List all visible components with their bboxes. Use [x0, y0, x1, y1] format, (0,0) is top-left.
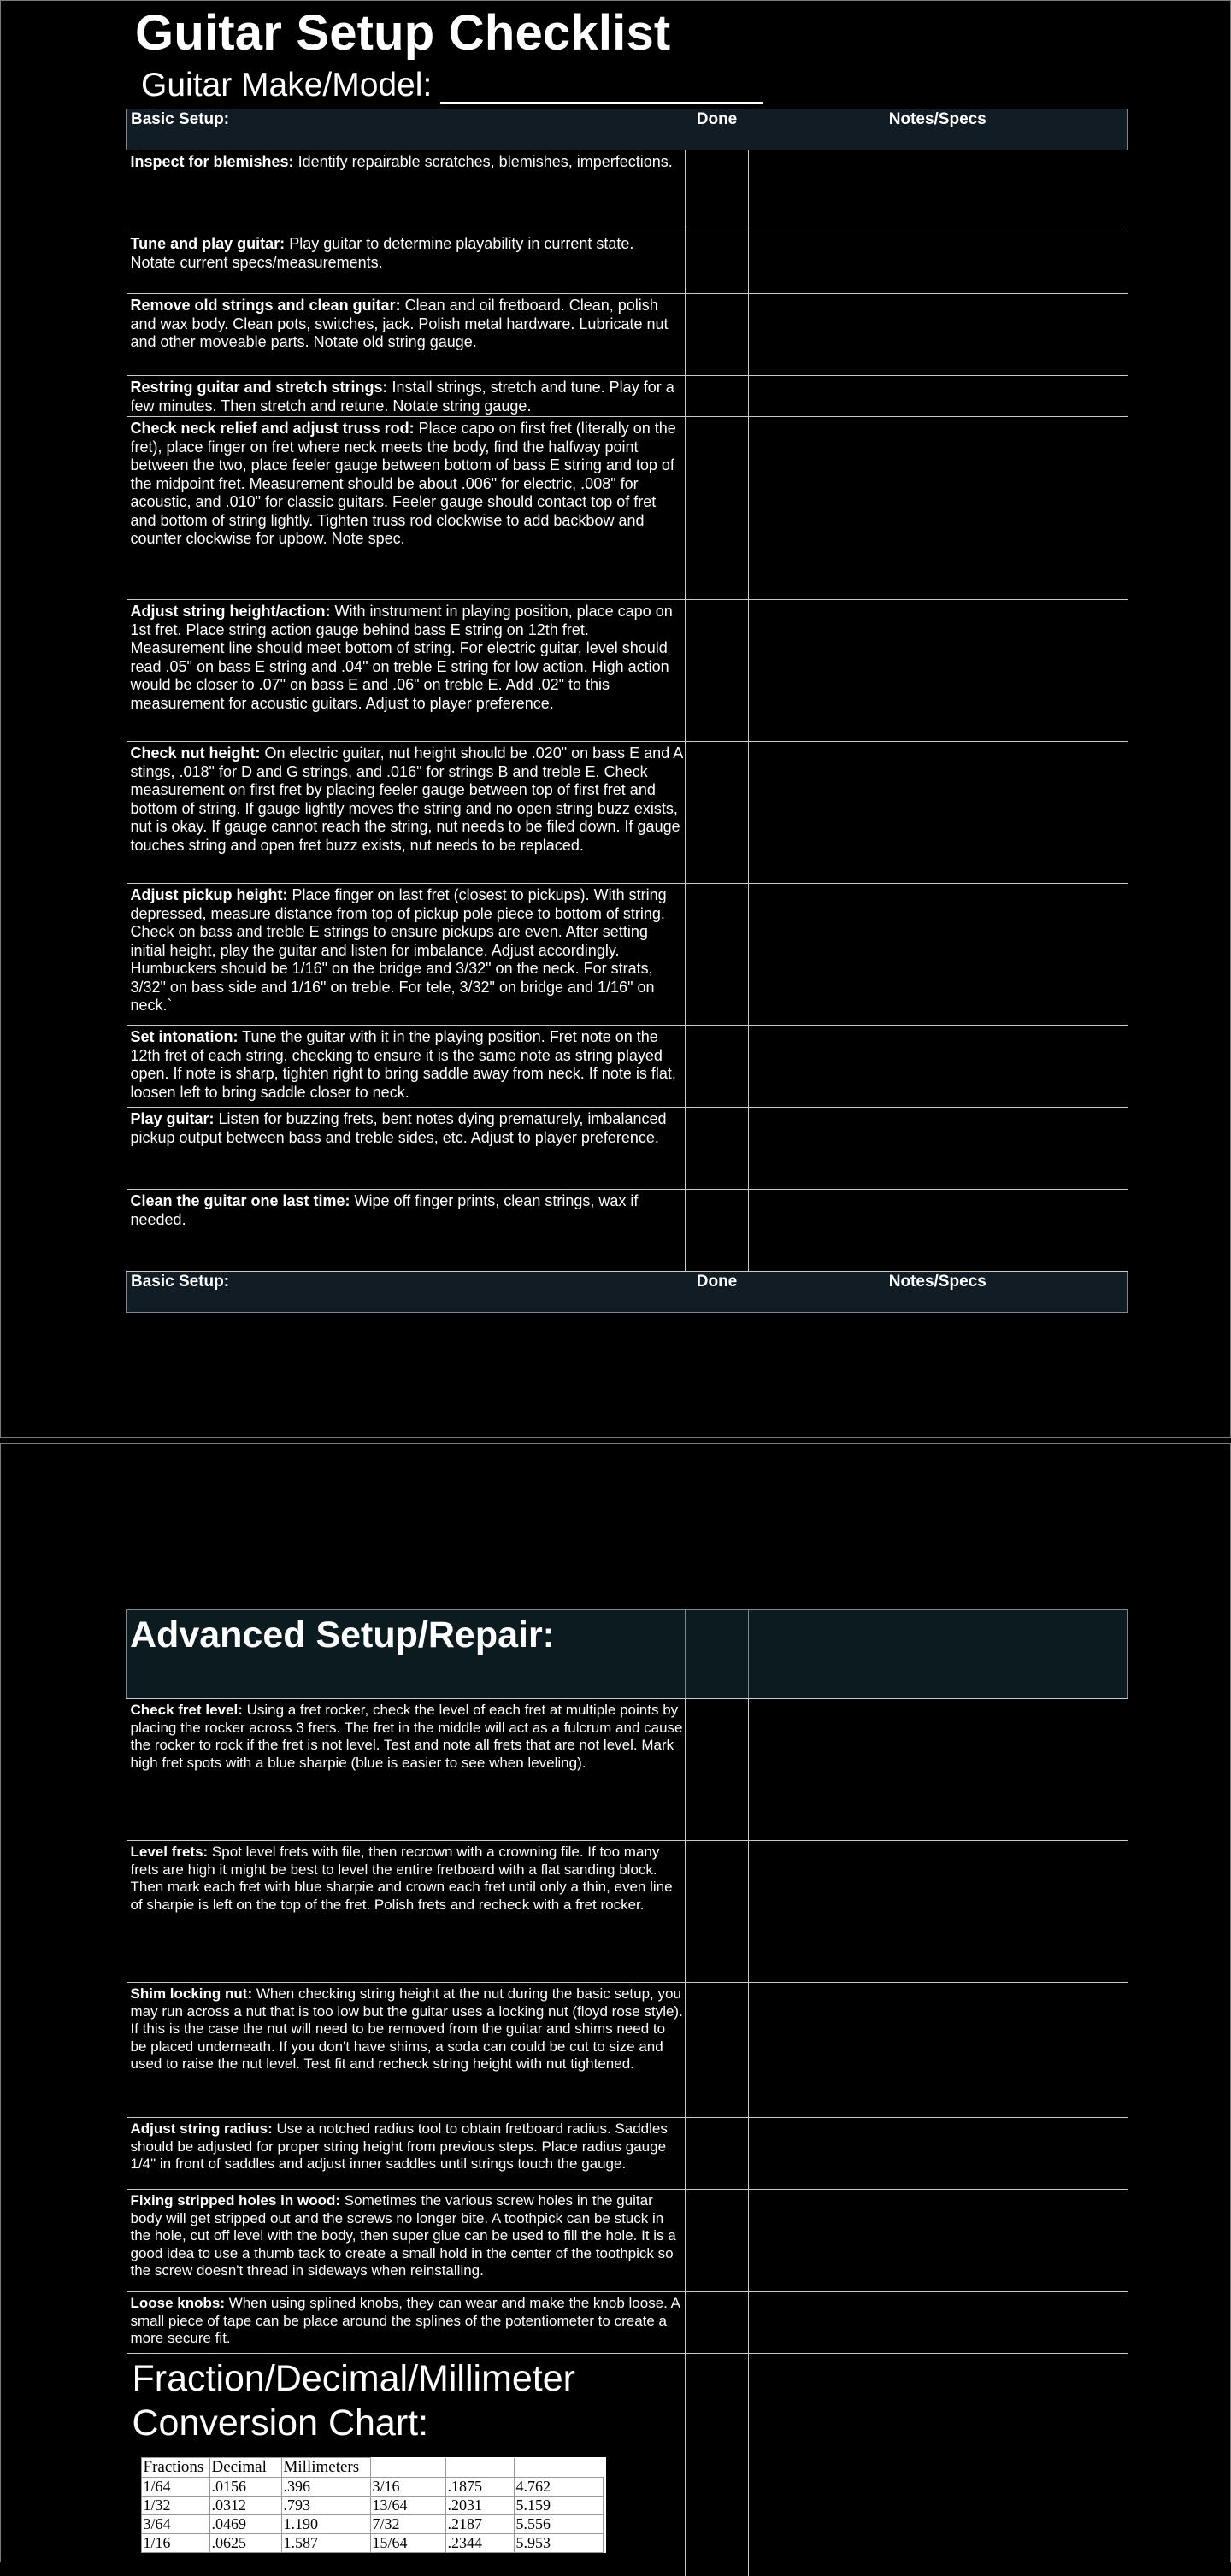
conversion-data-row — [141, 2478, 603, 2497]
basic-step-title: Check nut height: — [130, 744, 261, 762]
basic-notes-cell[interactable] — [749, 376, 1128, 417]
basic-step-description — [127, 884, 686, 1026]
basic-notes-cell[interactable] — [749, 742, 1128, 884]
basic-step-row — [127, 294, 1128, 376]
advanced-step-title: Level frets: — [130, 1844, 209, 1860]
conversion-header-cell — [370, 2458, 445, 2478]
conversion-cell: 5.556 — [514, 2515, 603, 2534]
basic-step-title: Adjust string height/action: — [130, 603, 331, 620]
advanced-notes-cell[interactable] — [749, 2118, 1128, 2190]
conversion-cell: .2031 — [445, 2497, 514, 2515]
basic-step-title: Check neck relief and adjust truss rod: — [130, 420, 415, 437]
basic-footer-notes: Notes/Specs — [749, 1272, 1128, 1313]
advanced-done-cell[interactable] — [686, 1983, 749, 2118]
basic-step-title: Tune and play guitar: — [130, 235, 286, 252]
conversion-cell: .0312 — [209, 2497, 281, 2515]
conversion-cell: 5.159 — [514, 2497, 603, 2515]
basic-done-cell[interactable] — [686, 1190, 749, 1272]
make-model-blank-line[interactable] — [440, 73, 763, 104]
advanced-step-description — [127, 2292, 686, 2354]
conversion-title-line-1: Fraction/Decimal/Millimeter — [132, 2358, 575, 2399]
basic-step-text: Install strings, stretch and tune. Play for a few minutes. Then stretch and retune. Notate string gauge. — [130, 379, 674, 415]
conversion-cell: 13/64 — [370, 2497, 445, 2515]
basic-step-description — [127, 294, 686, 376]
advanced-header-row — [127, 1610, 1128, 1699]
basic-step-description — [127, 1026, 686, 1108]
basic-notes-cell[interactable] — [749, 884, 1128, 1026]
basic-step-text: With instrument in playing position, place capo on 1st fret. Place string action gauge behind bass E string on 12th fret. Measurement line should meet bottom of string. For electric guitar, level should read .05" on bass E string and .04" on treble E string for low action. High action would be closer to .07" on bass E and .06" on treble E. Add .02" to this measurement for acoustic guitars. Adjust to player preference. — [130, 603, 673, 712]
conversion-notes-cell — [749, 2354, 1128, 2576]
basic-step-row — [127, 600, 1128, 742]
conversion-cell: .1875 — [445, 2478, 514, 2497]
advanced-notes-cell[interactable] — [749, 2190, 1128, 2292]
basic-step-text: On electric guitar, nut height should be .020" on bass E and A stings, .018" for D and G strings, and .016" for strings B and treble E. Check measurement on first fret by placing feeler gauge between top of first fret and bottom of string. If gauge lightly moves the string and no open string buzz exists, nut is okay. If gauge cannot reach the string, nut needs to be filed down. If gauge touches string and open fret buzz exists, nut needs to be replaced. — [130, 744, 683, 854]
advanced-notes-cell[interactable] — [749, 2292, 1128, 2354]
conversion-chart-table-image — [141, 2457, 606, 2553]
advanced-step-row — [127, 1699, 1128, 1841]
conversion-header-cell — [445, 2458, 514, 2478]
advanced-step-description — [127, 2118, 686, 2190]
advanced-step-title: Adjust string radius: — [130, 2120, 273, 2137]
basic-done-cell[interactable] — [686, 376, 749, 417]
basic-footer-row — [127, 1272, 1128, 1313]
advanced-title-text: Advanced Setup/Repair: — [130, 1614, 555, 1656]
basic-step-row — [127, 1190, 1128, 1272]
advanced-done-cell[interactable] — [686, 1841, 749, 1983]
conversion-header-row — [141, 2458, 603, 2478]
advanced-setup-table — [126, 1609, 1128, 2576]
basic-step-title: Clean the guitar one last time: — [130, 1192, 350, 1209]
conversion-header-cell: Decimal — [209, 2458, 281, 2478]
conversion-cell: .0469 — [209, 2515, 281, 2534]
advanced-step-description — [127, 1983, 686, 2118]
make-model-label: Guitar Make/Model: — [141, 67, 433, 103]
conversion-data-row — [141, 2497, 603, 2515]
basic-step-title: Inspect for blemishes: — [130, 153, 294, 170]
basic-header-done: Done — [686, 109, 749, 150]
advanced-step-text: When using splined knobs, they can wear and make the knob loose. A small piece of tape can be place around the splines of the potentiometer to create a more secure fit. — [130, 2295, 680, 2346]
advanced-step-description — [127, 1841, 686, 1983]
make-model-field — [141, 68, 763, 104]
advanced-step-title: Loose knobs: — [130, 2295, 226, 2311]
conversion-cell: 3/16 — [370, 2478, 445, 2497]
advanced-notes-cell[interactable] — [749, 1841, 1128, 1983]
advanced-header-notes-cell — [749, 1610, 1128, 1699]
advanced-step-row — [127, 2118, 1128, 2190]
basic-step-row — [127, 1026, 1128, 1108]
advanced-title — [127, 1610, 686, 1699]
basic-notes-cell[interactable] — [749, 1190, 1128, 1272]
conversion-data-row — [141, 2515, 603, 2534]
basic-done-cell[interactable] — [686, 600, 749, 742]
basic-step-description — [127, 742, 686, 884]
conversion-chart-cell — [127, 2354, 686, 2576]
conversion-cell: 1/16 — [141, 2534, 209, 2553]
conversion-cell: .0156 — [209, 2478, 281, 2497]
advanced-step-text: Using a fret rocker, check the level of each fret at multiple points by placing the rocker across 3 frets. The fret in the middle will act as a fulcrum and cause the rocker to rock if the fret is not level. Test and note all frets that are not level. Mark high fret spots with a blue sharpie (blue is easier to see when leveling). — [130, 1702, 683, 1771]
basic-notes-cell[interactable] — [749, 1026, 1128, 1108]
basic-step-title: Play guitar: — [130, 1110, 215, 1127]
basic-step-text: Listen for buzzing frets, bent notes dying prematurely, imbalanced pickup output between bass and treble sides, etc. Adjust to player preference. — [130, 1110, 667, 1146]
basic-step-description — [127, 150, 686, 232]
advanced-done-cell[interactable] — [686, 2190, 749, 2292]
basic-done-cell[interactable] — [686, 150, 749, 232]
basic-done-cell[interactable] — [686, 294, 749, 376]
basic-step-row — [127, 232, 1128, 294]
conversion-cell: 15/64 — [370, 2534, 445, 2553]
advanced-step-description — [127, 1699, 686, 1841]
basic-step-title: Restring guitar and stretch strings: — [130, 379, 388, 396]
advanced-step-row — [127, 2292, 1128, 2354]
advanced-done-cell[interactable] — [686, 2292, 749, 2354]
basic-step-text: Identify repairable scratches, blemishes, imperfections. — [293, 153, 673, 170]
basic-step-text: Place capo on first fret (literally on the fret), place finger on fret where neck meets the body, find the halfway point between the two, place feeler gauge between bottom of bass E string and top of the midpoint fret. Measurement should be about .006" for electric, .008" for acoustic, and .010" for classic guitars. Feeler gauge should contact top of fret and bottom of string lightly. Tighten truss rod clockwise to add backbow and counter clockwise for upbow. Note spec. — [130, 420, 676, 547]
basic-header-notes: Notes/Specs — [749, 109, 1128, 150]
checklist-page-2 — [0, 1443, 1231, 2562]
conversion-header-cell: Millimeters — [281, 2458, 370, 2478]
basic-notes-cell[interactable] — [749, 232, 1128, 294]
advanced-step-row — [127, 2190, 1128, 2292]
basic-step-text: Wipe off finger prints, clean strings, wax if needed. — [130, 1192, 639, 1228]
conversion-cell: 1/64 — [141, 2478, 209, 2497]
advanced-done-cell[interactable] — [686, 1699, 749, 1841]
conversion-done-cell — [686, 2354, 749, 2576]
advanced-step-text: Sometimes the various screw holes in the guitar body will get stripped out and the screws no longer bite. A toothpick can be stuck in the hole, cut off level with the body, then super glue can be used to fill the hole. It is a good idea to use a thumb tack to create a small hold in the center of the toothpick so the screw doesn't thread in sideways when reinstalling. — [130, 2192, 676, 2279]
basic-footer-task: Basic Setup: — [127, 1272, 686, 1313]
basic-step-text: Clean and oil fretboard. Clean, polish and wax body. Clean pots, switches, jack. Polish metal hardware. Lubricate nut and other moveable parts. Notate old string gauge. — [130, 297, 669, 350]
basic-step-text: Tune the guitar with it in the playing position. Fret note on the 12th fret of each string, checking to ensure it is the same note as string played open. If note is sharp, tighten right to bring saddle away from neck. If note is flat, loosen left to bring saddle closer to neck. — [130, 1028, 676, 1101]
advanced-step-title: Fixing stripped holes in wood: — [130, 2192, 341, 2208]
conversion-chart-title — [127, 2355, 685, 2445]
document-title: Guitar Setup Checklist — [135, 5, 671, 61]
basic-notes-cell[interactable] — [749, 600, 1128, 742]
conversion-cell: 3/64 — [141, 2515, 209, 2534]
basic-step-description — [127, 1190, 686, 1272]
basic-done-cell[interactable] — [686, 884, 749, 1026]
basic-header-row — [127, 109, 1128, 150]
basic-step-row — [127, 417, 1128, 600]
basic-setup-table — [126, 109, 1128, 1313]
conversion-cell: .2187 — [445, 2515, 514, 2534]
basic-step-text: Place finger on last fret (closest to pickups). With string depressed, measure distance from top of pickup pole piece to bottom of string. Check on bass and treble E strings to ensure pickups are even. After setting initial height, play the guitar and listen for imbalance. Adjust accordingly. Humbuckers should be 1/16" on the bridge and 3/32" on the neck. For strats, 3/32" on bass side and 1/16" on treble. For tele, 3/32" on bridge and 1/16" on neck.` — [130, 886, 667, 1014]
basic-notes-cell[interactable] — [749, 150, 1128, 232]
advanced-done-cell[interactable] — [686, 2118, 749, 2190]
advanced-step-title: Check fret level: — [130, 1702, 243, 1718]
basic-done-cell[interactable] — [686, 1108, 749, 1190]
basic-notes-cell[interactable] — [749, 1108, 1128, 1190]
basic-header-task: Basic Setup: — [127, 109, 686, 150]
basic-notes-cell[interactable] — [749, 417, 1128, 600]
basic-step-description — [127, 1108, 686, 1190]
advanced-step-title: Shim locking nut: — [130, 1985, 253, 2002]
basic-done-cell[interactable] — [686, 1026, 749, 1108]
conversion-header-cell — [514, 2458, 603, 2478]
basic-footer-done: Done — [686, 1272, 749, 1313]
basic-step-row — [127, 742, 1128, 884]
conversion-cell: .396 — [281, 2478, 370, 2497]
conversion-chart-row — [127, 2354, 1128, 2576]
basic-done-cell[interactable] — [686, 417, 749, 600]
basic-step-description — [127, 600, 686, 742]
conversion-table — [141, 2457, 604, 2553]
advanced-step-description — [127, 2190, 686, 2292]
conversion-title-line-2: Conversion Chart: — [132, 2403, 429, 2444]
basic-step-description — [127, 417, 686, 600]
conversion-cell: 7/32 — [370, 2515, 445, 2534]
advanced-step-row — [127, 1841, 1128, 1983]
conversion-cell: 5.953 — [514, 2534, 603, 2553]
basic-step-title: Adjust pickup height: — [130, 886, 288, 903]
basic-done-cell[interactable] — [686, 742, 749, 884]
advanced-step-text: Spot level frets with file, then recrown with a crowning file. If too many frets are high it might be best to level the entire fretboard with a flat sanding block. Then mark each fret with blue sharpie and crown each fret until only a thin, even line of sharpie is left on the top of the fret. Polish frets and recheck with a fret rocker. — [130, 1844, 673, 1913]
conversion-cell: .2344 — [445, 2534, 514, 2553]
basic-step-row — [127, 376, 1128, 417]
basic-step-title: Remove old strings and clean guitar: — [130, 297, 401, 314]
conversion-cell: 1.190 — [281, 2515, 370, 2534]
conversion-cell: 4.762 — [514, 2478, 603, 2497]
basic-notes-cell[interactable] — [749, 294, 1128, 376]
conversion-cell: .793 — [281, 2497, 370, 2515]
advanced-notes-cell[interactable] — [749, 1699, 1128, 1841]
advanced-header-done-cell — [686, 1610, 749, 1699]
conversion-header-cell: Fractions — [141, 2458, 209, 2478]
conversion-cell: 1.587 — [281, 2534, 370, 2553]
basic-step-description — [127, 376, 686, 417]
advanced-step-text: Use a notched radius tool to obtain fretboard radius. Saddles should be adjusted for proper string height from previous steps. Place radius gauge 1/4" in front of saddles and adjust inner saddles until strings touch the gauge. — [130, 2120, 668, 2172]
advanced-notes-cell[interactable] — [749, 1983, 1128, 2118]
basic-step-text: Play guitar to determine playability in current state. Notate current specs/measurements. — [130, 235, 634, 271]
basic-step-description — [127, 232, 686, 294]
advanced-step-row — [127, 1983, 1128, 2118]
basic-done-cell[interactable] — [686, 232, 749, 294]
advanced-step-text: When checking string height at the nut during the basic setup, you may run across a nut that is too low but the guitar uses a locking nut (floyd rose style). If this is the case the nut will need to be removed from the guitar and shims need to be placed underneath. If you don't have shims, a soda can could be cut to size and used to raise the nut level. Test fit and recheck string height with nut tightened. — [130, 1985, 683, 2072]
basic-step-row — [127, 884, 1128, 1026]
basic-step-title: Set intonation: — [130, 1028, 239, 1045]
conversion-cell: 1/32 — [141, 2497, 209, 2515]
conversion-cell: .0625 — [209, 2534, 281, 2553]
basic-step-row — [127, 150, 1128, 232]
basic-step-row — [127, 1108, 1128, 1190]
conversion-data-row — [141, 2534, 603, 2553]
